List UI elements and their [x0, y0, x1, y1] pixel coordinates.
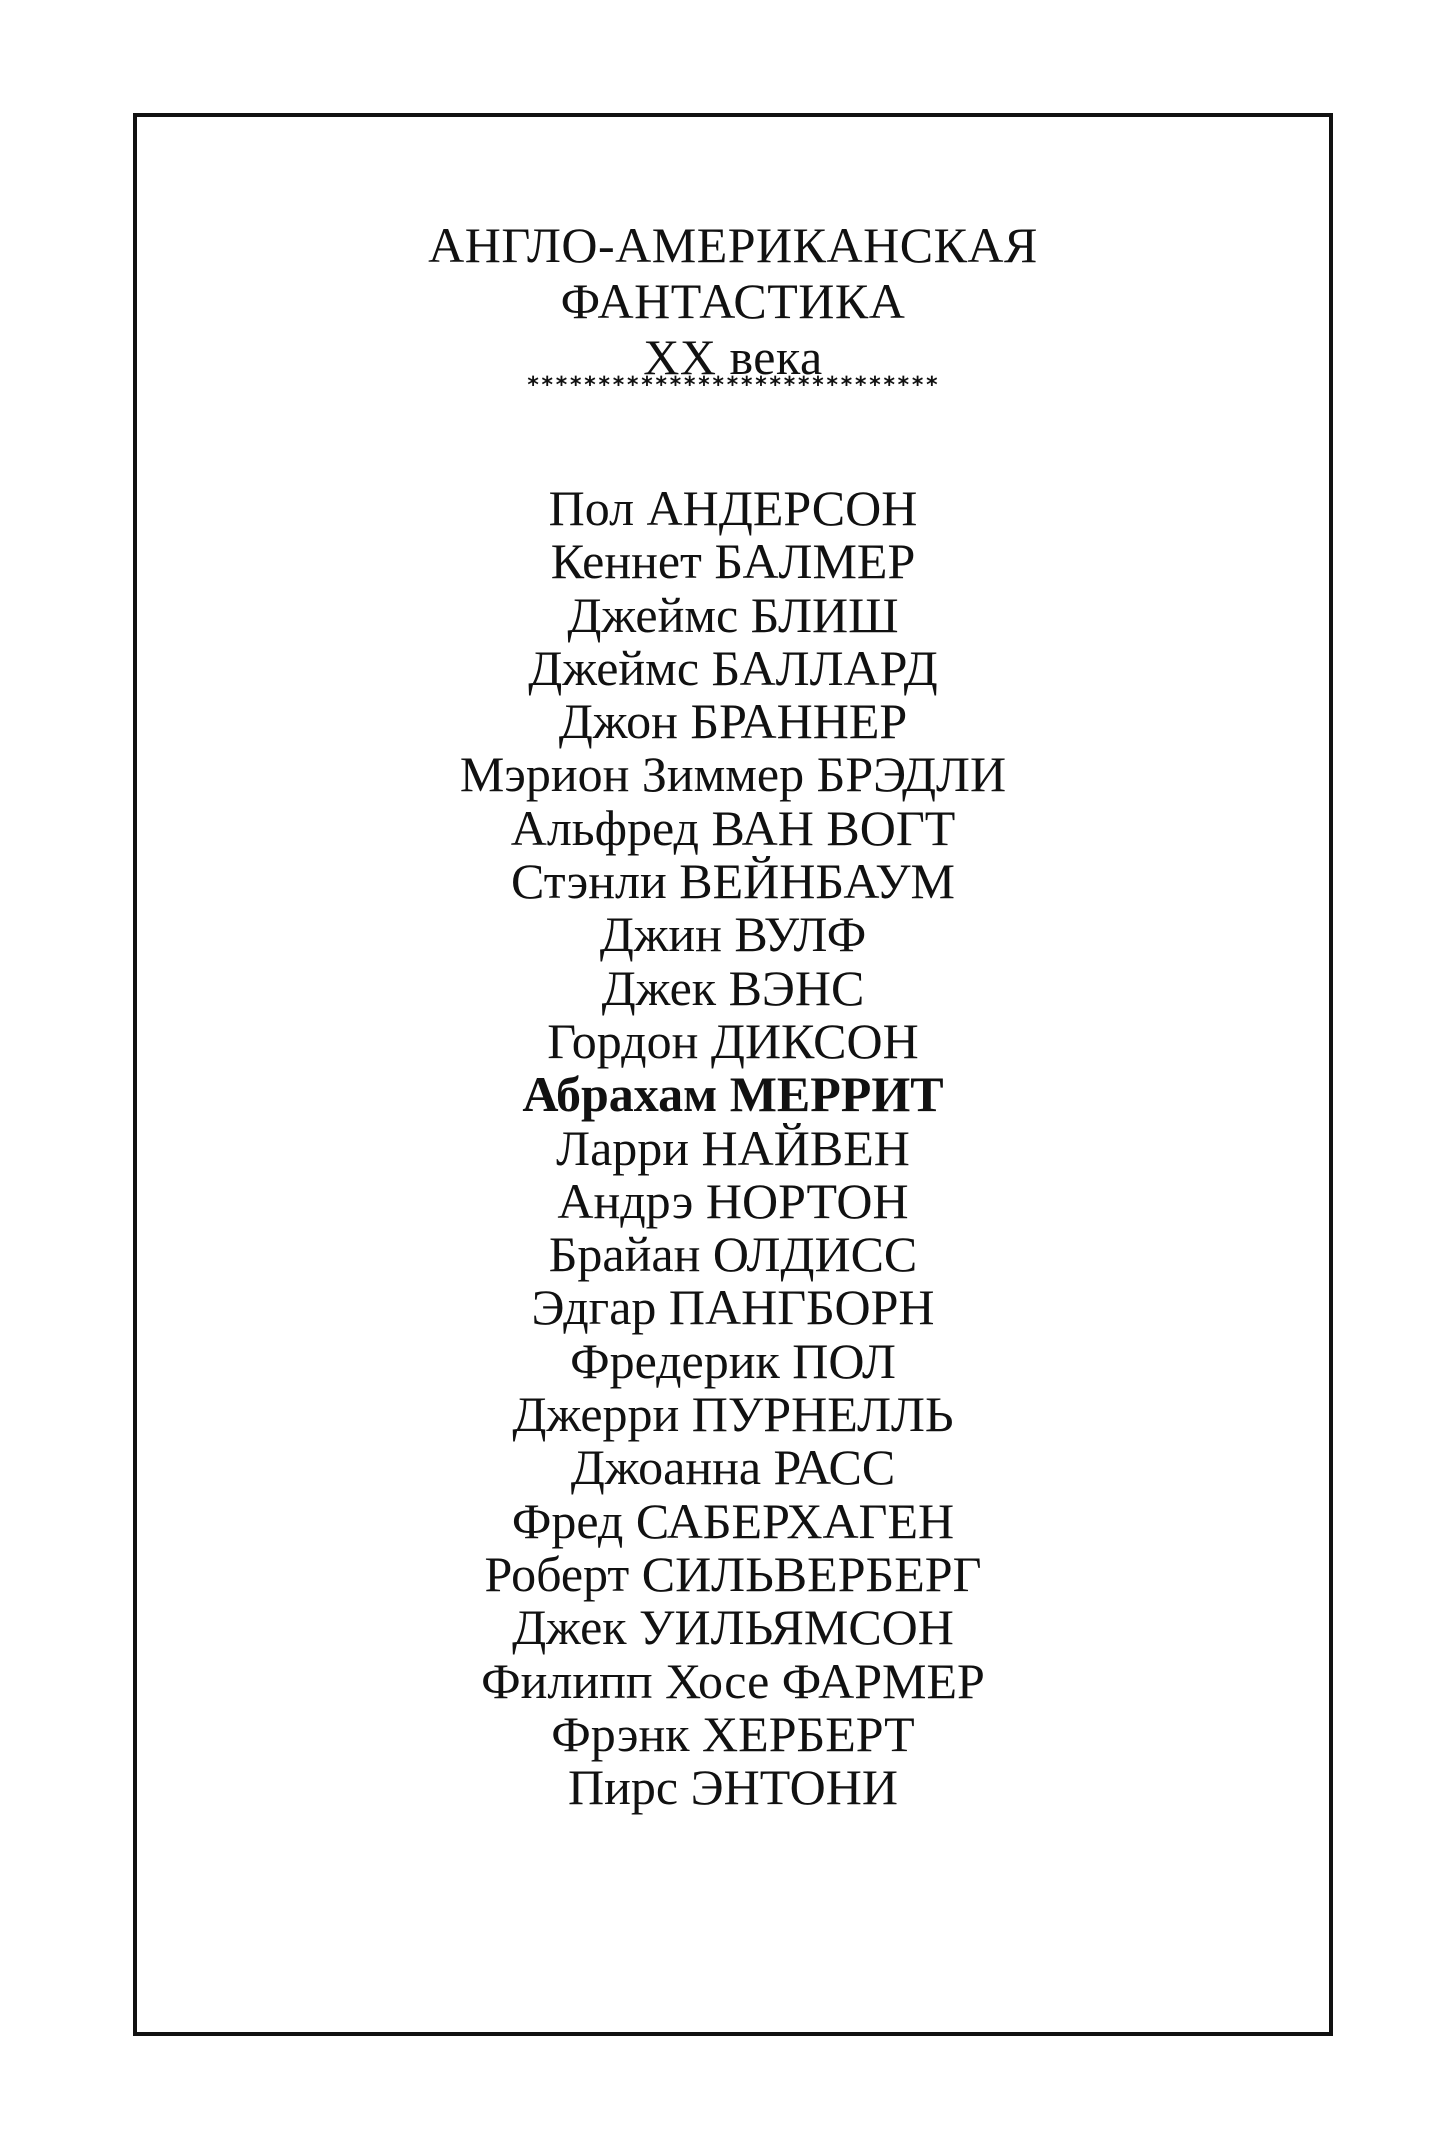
- author-item: Джерри ПУРНЕЛЛЬ: [512, 1386, 954, 1443]
- author-list: [137, 482, 1329, 1814]
- author-item: Джек ВЭНС: [601, 959, 865, 1016]
- author-item: Стэнли ВЕЙНБАУМ: [511, 853, 955, 910]
- author-item: Андрэ НОРТОН: [557, 1172, 909, 1229]
- author-item: Джон БРАННЕР: [558, 693, 908, 750]
- author-item: Фред САБЕРХАГЕН: [511, 1492, 955, 1549]
- page-frame: [133, 113, 1333, 2036]
- author-item: Гордон ДИКСОН: [547, 1012, 919, 1069]
- author-item: Пирс ЭНТОНИ: [568, 1759, 898, 1816]
- author-item: Альфред ВАН ВОГТ: [510, 799, 956, 856]
- series-title-line-2: ФАНТАСТИКА: [560, 273, 906, 329]
- author-item: Роберт СИЛЬВЕРБЕРГ: [484, 1545, 982, 1602]
- author-item: Мэрион Зиммер БРЭДЛИ: [459, 746, 1007, 803]
- series-title-line-1: АНГЛО-АМЕРИКАНСКАЯ: [428, 217, 1038, 273]
- author-item: Брайан ОЛДИСС: [548, 1226, 918, 1283]
- author-item: Фредерик ПОЛ: [570, 1332, 896, 1389]
- asterisk-divider: *****************************: [526, 373, 940, 398]
- author-item: Кеннет БАЛМЕР: [550, 533, 916, 590]
- author-item: Джоанна РАСС: [570, 1439, 896, 1496]
- author-item: Пол АНДЕРСОН: [548, 480, 918, 536]
- series-heading: [137, 217, 1329, 385]
- series-subtitle: XX века: [643, 329, 823, 385]
- author-item: Джеймс БЛИШ: [567, 586, 899, 643]
- author-item: Джек УИЛЬЯМСОН: [512, 1599, 954, 1656]
- author-item: Филипп Хосе ФАРМЕР: [481, 1652, 985, 1709]
- author-item: Эдгар ПАНГБОРН: [531, 1279, 935, 1336]
- author-item: Джеймс БАЛЛАРД: [528, 639, 938, 696]
- author-item-highlighted: Абрахам МЕРРИТ: [522, 1066, 944, 1123]
- author-item: Ларри НАЙВЕН: [556, 1119, 910, 1176]
- author-item: Джин ВУЛФ: [599, 906, 867, 963]
- author-item: Фрэнк ХЕРБЕРТ: [551, 1705, 915, 1762]
